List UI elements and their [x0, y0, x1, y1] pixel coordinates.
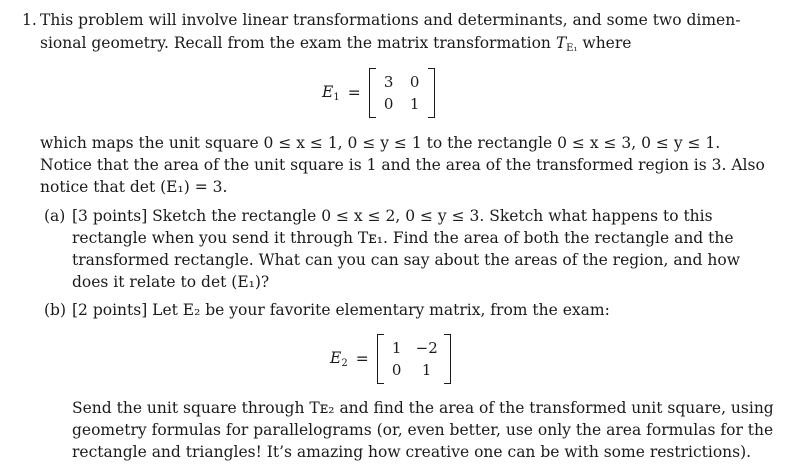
intro-line-2 [40, 33, 631, 59]
intro-line-2-text: sional geometry. Recall from the exam the matrix transformation [40, 34, 551, 52]
matrix-e1-subscript: 1 [333, 92, 340, 103]
part-a-line: [3 points] Sketch the rectangle 0 ≤ x ≤ 2, 0 ≤ y ≤ 3. Sketch what happens to this [72, 207, 713, 225]
matrix-e2 [330, 334, 451, 384]
problem-number: 1. [22, 11, 37, 29]
matrix-e2-left-bracket [377, 334, 384, 384]
matrix-e1-entry: 0 [383, 95, 394, 113]
part-a-line: transformed rectangle. What can you can say about the areas of the region, and how [72, 251, 740, 269]
matrix-e1-entry: 1 [409, 95, 420, 113]
matrix-e2-letter: E [330, 349, 342, 367]
matrix-e2-equals: = [355, 350, 369, 368]
paragraph-line: which maps the unit square 0 ≤ x ≤ 1, 0 ≤ y ≤ 1 to the rectangle 0 ≤ x ≤ 3, 0 ≤ y ≤ 1. [40, 134, 721, 152]
matrix-e1-entry: 3 [383, 73, 394, 91]
matrix-e2-subscript: 2 [341, 358, 348, 369]
matrix-e1-label [322, 83, 340, 103]
part-b-line: [2 points] Let E₂ be your favorite elementary matrix, from the exam: [72, 301, 610, 319]
matrix-e2-entry: 1 [391, 339, 402, 357]
intro-line-1: This problem will involve linear transformations and determinants, and some two dimen- [40, 11, 741, 29]
matrix-e1-entries [376, 71, 428, 115]
part-a-line: does it relate to det (E₁)? [72, 273, 270, 291]
paragraph-line: notice that det (E₁) = 3. [40, 178, 228, 196]
part-a-line: rectangle when you send it through Tᴇ₁. Find the area of both the rectangle and the [72, 229, 734, 247]
matrix-e2-label [330, 349, 348, 369]
part-a-label: (a) [44, 207, 66, 225]
intro-line-2-end: where [582, 34, 632, 52]
transformation-symbol: T [555, 34, 567, 52]
transformation-subscript: E₁ [566, 43, 578, 54]
matrix-e1-entry: 0 [409, 73, 420, 91]
matrix-e1-right-bracket [428, 68, 435, 118]
matrix-e1-letter: E [322, 83, 334, 101]
matrix-e2-right-bracket [444, 334, 451, 384]
matrix-e2-entries [384, 337, 444, 381]
matrix-e1-left-bracket [369, 68, 376, 118]
matrix-e2-entry: 1 [421, 361, 432, 379]
part-b-line: geometry formulas for parallelograms (or, even better, use only the area formulas for the [72, 421, 774, 439]
matrix-e2-entry: 0 [391, 361, 402, 379]
part-b-label: (b) [44, 301, 67, 319]
part-b-line: Send the unit square through Tᴇ₂ and find the area of the transformed unit square, using [72, 399, 774, 417]
matrix-e2-entry: −2 [415, 339, 438, 357]
matrix-e1 [322, 68, 435, 118]
matrix-e1-equals: = [347, 84, 361, 102]
part-b-line: rectangle and triangles! It’s amazing how creative one can be with some restrictions). [72, 443, 752, 461]
paragraph-line: Notice that the area of the unit square is 1 and the area of the transformed region is 3. Also [40, 156, 765, 174]
